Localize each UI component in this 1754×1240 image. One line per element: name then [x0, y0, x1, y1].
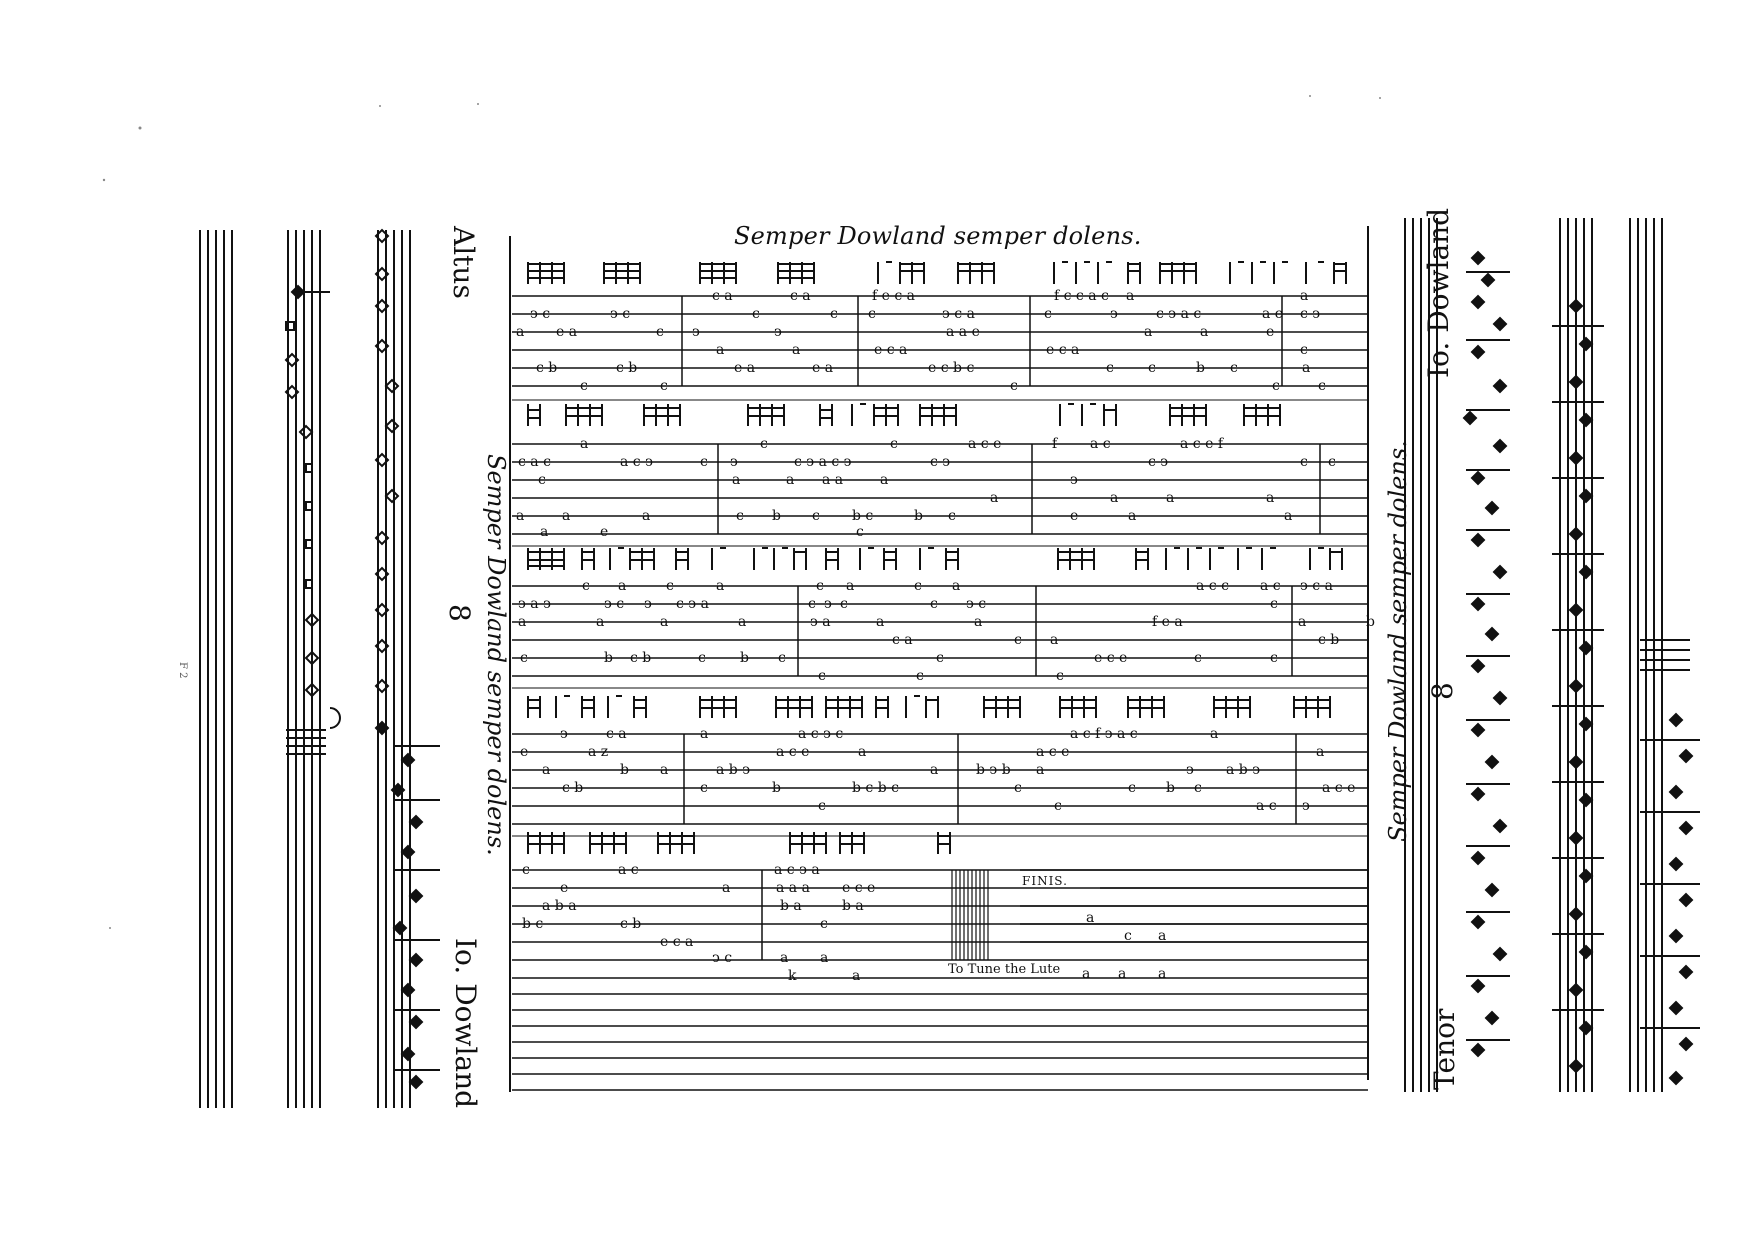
svg-text:f c c a c: f c c a c [1054, 288, 1109, 304]
altus-composer-label: Io. Dowland [449, 938, 482, 1109]
svg-text:a: a [1166, 490, 1175, 506]
svg-text:a c: a c [1256, 798, 1277, 814]
svg-text:a c: a c [1262, 306, 1283, 322]
svg-text:a: a [738, 614, 747, 630]
finis-label: FINIS. [1022, 874, 1068, 888]
svg-text:c: c [1328, 454, 1336, 470]
svg-text:c: c [1270, 650, 1278, 666]
svg-text:c: c [948, 508, 956, 524]
altus-number-label: 8 [443, 604, 476, 622]
svg-text:a: a [540, 524, 549, 540]
svg-text:e: e [520, 744, 529, 760]
svg-text:ↄ: ↄ [730, 454, 738, 470]
svg-text:a: a [880, 472, 889, 488]
svg-text:a: a [1050, 632, 1059, 648]
svg-text:a: a [1158, 928, 1167, 944]
svg-text:ↄ: ↄ [1186, 762, 1194, 778]
svg-text:a: a [660, 762, 669, 778]
svg-text:ↄ c: ↄ c [530, 306, 551, 322]
svg-text:c: c [698, 650, 706, 666]
svg-text:c: c [582, 578, 590, 594]
svg-text:c ↄ: c ↄ [1300, 306, 1321, 322]
svg-text:c: c [660, 378, 668, 394]
svg-text:a: a [1284, 508, 1293, 524]
svg-text:c: c [1014, 780, 1022, 796]
final-barline [952, 870, 988, 960]
tablature-system-5 [512, 870, 1368, 960]
svg-text:ↄ: ↄ [824, 596, 832, 612]
svg-text:c: c [1272, 378, 1280, 394]
svg-text:e c b c: e c b c [928, 360, 975, 376]
svg-text:c: c [1270, 596, 1278, 612]
svg-text:c: c [816, 578, 824, 594]
svg-text:c: c [538, 472, 546, 488]
svg-text:c b: c b [616, 360, 638, 376]
svg-text:ↄ a: ↄ a [810, 614, 831, 630]
svg-text:a b a: a b a [542, 898, 577, 914]
svg-text:b: b [1166, 780, 1175, 796]
svg-text:a a a: a a a [776, 880, 810, 896]
svg-text:b c b c: b c b c [852, 780, 899, 796]
svg-text:a: a [1118, 966, 1127, 982]
svg-text:f e c a: f e c a [872, 288, 916, 304]
svg-text:a c: a c [1260, 578, 1281, 594]
svg-text:b c: b c [852, 508, 874, 524]
svg-text:c b: c b [620, 916, 642, 932]
svg-text:c: c [580, 378, 588, 394]
svg-text:a: a [780, 950, 789, 966]
svg-text:c: c [1300, 454, 1308, 470]
svg-text:c: c [916, 668, 924, 684]
svg-text:a: a [1126, 288, 1135, 304]
page-title: Semper Dowland semper dolens. [734, 222, 1142, 250]
svg-text:c: c [1044, 306, 1052, 322]
svg-text:c: c [856, 524, 864, 540]
svg-text:a c: a c [1090, 436, 1111, 452]
svg-text:e c e: e c e [842, 880, 876, 896]
svg-text:a: a [660, 614, 669, 630]
svg-text:c: c [818, 798, 826, 814]
svg-text:c: c [1318, 378, 1326, 394]
altus-staff-left [200, 230, 232, 1108]
tenor-number-label: 8 [1426, 682, 1459, 700]
svg-text:a: a [1128, 508, 1137, 524]
svg-text:a: a [716, 342, 725, 358]
svg-text:c: c [778, 650, 786, 666]
svg-text:c: c [936, 650, 944, 666]
svg-text:c: c [830, 306, 838, 322]
svg-text:c: c [930, 596, 938, 612]
svg-text:a: a [1316, 744, 1325, 760]
svg-text:a: a [516, 508, 525, 524]
svg-text:b: b [772, 780, 781, 796]
svg-text:ↄ: ↄ [560, 726, 568, 742]
svg-text:c ↄ a c: c ↄ a c [1156, 306, 1202, 322]
svg-text:c: c [840, 596, 848, 612]
svg-text:c: c [736, 508, 744, 524]
svg-text:e c a: e c a [874, 342, 908, 358]
svg-text:c ↄ a c ↄ: c ↄ a c ↄ [794, 454, 852, 470]
svg-text:c: c [812, 508, 820, 524]
svg-text:ↄ c: ↄ c [966, 596, 987, 612]
svg-text:c b: c b [562, 780, 584, 796]
svg-text:a: a [1266, 490, 1275, 506]
svg-text:ↄ c a: ↄ c a [1300, 578, 1333, 594]
finis-staff [1020, 870, 1368, 942]
svg-text:a: a [846, 578, 855, 594]
svg-text:a: a [876, 614, 885, 630]
svg-text:c: c [1230, 360, 1238, 376]
svg-text:ↄ: ↄ [644, 596, 652, 612]
tenor-staff-right [1630, 218, 1662, 1092]
svg-text:a c ↄ a: a c ↄ a [774, 862, 820, 878]
tenor-composer-label: Io. Dowland [1422, 207, 1455, 378]
svg-text:a b ↄ: a b ↄ [1226, 762, 1261, 778]
svg-text:a: a [990, 490, 999, 506]
tablature-system-4 [512, 734, 1368, 824]
svg-text:c b: c b [1318, 632, 1340, 648]
tablature-letters [516, 288, 1375, 984]
svg-text:a a e: a a e [946, 324, 980, 340]
svg-text:ↄ: ↄ [1302, 798, 1310, 814]
svg-text:b: b [1196, 360, 1205, 376]
svg-text:a: a [722, 880, 731, 896]
svg-text:ↄ: ↄ [1110, 306, 1118, 322]
svg-text:c: c [522, 862, 530, 878]
svg-text:a: a [716, 578, 725, 594]
page-signature: F 2 [177, 662, 188, 679]
svg-text:c b: c b [536, 360, 558, 376]
svg-text:b ↄ b: b ↄ b [976, 762, 1011, 778]
svg-text:a: a [1158, 966, 1167, 982]
altus-staff-middle [288, 230, 320, 1108]
svg-text:e: e [560, 880, 569, 896]
svg-text:c ↄ a: c ↄ a [676, 596, 709, 612]
svg-text:c ↄ: c ↄ [1148, 454, 1169, 470]
svg-text:a: a [580, 436, 589, 452]
svg-text:a c: a c [618, 862, 639, 878]
svg-text:ↄ: ↄ [1070, 472, 1078, 488]
svg-text:c: c [1194, 650, 1202, 666]
svg-text:c: c [656, 324, 664, 340]
svg-text:a z: a z [588, 744, 609, 760]
svg-text:c: c [890, 436, 898, 452]
svg-text:a: a [516, 324, 525, 340]
svg-text:c: c [666, 578, 674, 594]
svg-text:a: a [930, 762, 939, 778]
svg-text:a: a [732, 472, 741, 488]
svg-text:c: c [914, 578, 922, 594]
svg-text:a: a [1110, 490, 1119, 506]
svg-text:e a: e a [734, 360, 756, 376]
tenor-voice-label: Tenor [1428, 1008, 1461, 1090]
svg-text:a: a [518, 614, 527, 630]
svg-text:c: c [700, 780, 708, 796]
svg-text:ↄ: ↄ [692, 324, 700, 340]
right-motto: Semper Dowland semper dolens. [1384, 440, 1412, 842]
svg-text:a c e: a c e [1036, 744, 1070, 760]
svg-text:a a: a a [822, 472, 844, 488]
svg-text:a: a [792, 342, 801, 358]
svg-text:f e a: f e a [1152, 614, 1183, 630]
svg-text:a c ↄ: a c ↄ [620, 454, 653, 470]
svg-text:a: a [1200, 324, 1209, 340]
svg-text:e c a: e c a [660, 934, 694, 950]
svg-text:b c: b c [522, 916, 544, 932]
svg-text:a: a [700, 726, 709, 742]
svg-text:b: b [740, 650, 749, 666]
svg-text:c ↄ: c ↄ [930, 454, 951, 470]
svg-text:ↄ c a: ↄ c a [942, 306, 975, 322]
svg-text:c: c [808, 596, 816, 612]
svg-text:a c e: a c e [1322, 780, 1356, 796]
svg-text:c: c [700, 454, 708, 470]
svg-text:c: c [1148, 360, 1156, 376]
tuning-label: To Tune the Lute [948, 962, 1061, 977]
svg-text:a: a [642, 508, 651, 524]
svg-text:a: a [1300, 288, 1309, 304]
svg-text:a b ↄ: a b ↄ [716, 762, 751, 778]
svg-text:c: c [1010, 378, 1018, 394]
svg-text:e a: e a [812, 360, 834, 376]
svg-text:ↄ c: ↄ c [712, 950, 733, 966]
svg-text:a c c: a c c [1196, 578, 1229, 594]
svg-text:e a: e a [556, 324, 578, 340]
svg-text:e: e [1070, 508, 1079, 524]
svg-text:f: f [1052, 436, 1058, 452]
svg-text:b: b [620, 762, 629, 778]
svg-text:a c e f: a c e f [1180, 436, 1224, 452]
svg-text:ↄ: ↄ [774, 324, 782, 340]
svg-text:a c ↄ c: a c ↄ c [798, 726, 844, 742]
svg-text:b a: b a [842, 898, 864, 914]
empty-staff-lines [512, 978, 1368, 1090]
svg-text:c: c [520, 650, 528, 666]
svg-text:ↄ a ↄ: ↄ a ↄ [518, 596, 551, 612]
svg-text:a: a [974, 614, 983, 630]
svg-text:c a: c a [892, 632, 913, 648]
svg-text:c a: c a [790, 288, 811, 304]
svg-text:c: c [1014, 632, 1022, 648]
tenor-notes [1464, 252, 1700, 1084]
svg-text:c a: c a [712, 288, 733, 304]
altus-staff-right [378, 230, 410, 1108]
svg-text:e: e [1266, 324, 1275, 340]
svg-text:a: a [542, 762, 551, 778]
svg-text:k: k [788, 968, 797, 984]
svg-text:c: c [1106, 360, 1114, 376]
svg-text:e c a: e c a [1046, 342, 1080, 358]
svg-text:c: c [1124, 928, 1132, 944]
svg-text:b: b [1366, 614, 1375, 630]
svg-text:a: a [1082, 966, 1091, 982]
svg-text:b: b [914, 508, 923, 524]
svg-text:c: c [818, 668, 826, 684]
svg-text:c: c [820, 916, 828, 932]
svg-text:a: a [952, 578, 961, 594]
svg-text:c: c [868, 306, 876, 322]
svg-text:a: a [1144, 324, 1153, 340]
svg-text:c: c [760, 436, 768, 452]
svg-text:b: b [772, 508, 781, 524]
svg-text:a: a [1302, 360, 1311, 376]
svg-text:a: a [1210, 726, 1219, 742]
svg-text:c a: c a [606, 726, 627, 742]
svg-text:a c e: a c e [776, 744, 810, 760]
left-motto: Semper Dowland semper dolens. [482, 454, 510, 856]
svg-text:c b: c b [630, 650, 652, 666]
svg-text:a c f ↄ a c: a c f ↄ a c [1070, 726, 1138, 742]
altus-voice-label: Altus [447, 226, 480, 299]
svg-text:a: a [858, 744, 867, 760]
svg-text:e c e: e c e [1094, 650, 1128, 666]
svg-text:c: c [1128, 780, 1136, 796]
svg-text:a: a [562, 508, 571, 524]
svg-text:c: c [1300, 342, 1308, 358]
svg-text:b: b [604, 650, 613, 666]
svg-text:c: c [1056, 668, 1064, 684]
svg-text:a: a [1086, 910, 1095, 926]
svg-text:ↄ c: ↄ c [610, 306, 631, 322]
svg-text:c: c [1054, 798, 1062, 814]
svg-text:a: a [786, 472, 795, 488]
svg-text:a: a [1036, 762, 1045, 778]
svg-text:b a: b a [780, 898, 802, 914]
svg-text:a: a [618, 578, 627, 594]
svg-text:e: e [600, 524, 609, 540]
svg-text:c: c [1194, 780, 1202, 796]
svg-text:a: a [852, 968, 861, 984]
svg-text:c: c [752, 306, 760, 322]
altus-notes [286, 230, 440, 1088]
svg-text:a: a [596, 614, 605, 630]
svg-text:c a c: c a c [518, 454, 551, 470]
svg-text:a c e: a c e [968, 436, 1002, 452]
svg-text:ↄ c: ↄ c [604, 596, 625, 612]
svg-text:a: a [820, 950, 829, 966]
svg-text:a: a [1298, 614, 1307, 630]
